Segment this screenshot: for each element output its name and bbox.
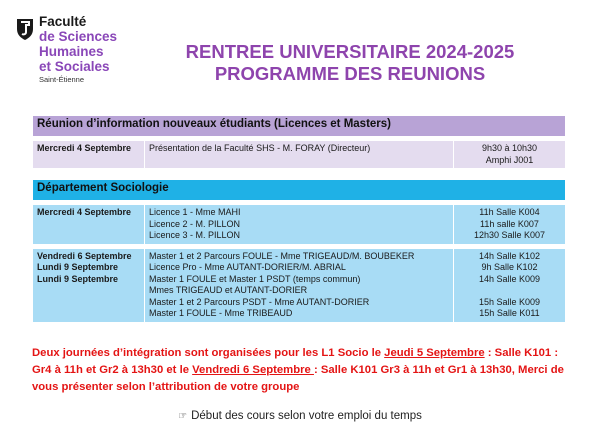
- notice-part-1: Deux journées d’intégration sont organisées pour les L1 Socio le: [32, 347, 385, 359]
- notice-date-2: Vendredi 6 Septembre: [192, 364, 314, 376]
- time-room: 11h Salle K004: [479, 207, 540, 217]
- list-item: Licence 1 - Mme MAHI: [149, 207, 241, 217]
- title-line-2: PROGRAMME DES REUNIONS: [214, 63, 486, 84]
- time-room: 9h Salle K102: [481, 262, 538, 272]
- footer-text: Début des cours selon votre emploi du temps: [191, 410, 422, 422]
- time-room: 12h30 Salle K007: [473, 230, 546, 240]
- faculty-logo: [16, 14, 136, 84]
- general-meeting-header: Réunion d’information nouveaux étudiants (Licences et Masters): [33, 116, 566, 137]
- date-item: Mercredi 4 Septembre: [37, 207, 132, 217]
- time-room: 15h Salle K009: [478, 296, 541, 307]
- group2-items: [145, 248, 454, 322]
- footer-note: [0, 410, 600, 422]
- group2-times: [453, 248, 565, 322]
- notice-date-1: Jeudi 5 Septembre: [384, 347, 485, 359]
- time-room: 14h Salle K102: [478, 250, 541, 261]
- pointing-hand-icon: ☞: [178, 411, 188, 422]
- notice-part-2: : Salle K101 : Gr4 à 11h et Gr2 à 13h30 et le: [32, 347, 559, 376]
- meeting-time: 9h30 à 10h30: [481, 143, 538, 153]
- table-row: [33, 141, 566, 169]
- time-room: [458, 285, 561, 297]
- logo-line-2: de Sciences: [39, 29, 118, 44]
- list-item: Licence 3 - M. PILLON: [149, 230, 241, 240]
- meeting-description: Présentation de la Faculté SHS - M. FORAY (Directeur): [145, 141, 454, 169]
- list-item: Mmes TRIGEAUD et AUTANT-DORIER: [149, 285, 308, 295]
- sociologie-table: [32, 179, 566, 323]
- time-room: 11h salle K007: [480, 218, 539, 229]
- university-emblem-icon: [16, 17, 34, 41]
- time-room: 14h Salle K009: [478, 273, 541, 284]
- list-item: Master 1 FOULE et Master 1 PSDT (temps commun): [149, 273, 361, 284]
- group1-times: [453, 205, 565, 245]
- group1-items: [145, 205, 454, 245]
- table-row: [33, 248, 566, 322]
- page-title: [140, 41, 560, 85]
- integration-notice: [32, 345, 572, 396]
- meeting-room: Amphi J001: [485, 154, 534, 165]
- logo-line-1: Faculté: [39, 14, 87, 29]
- group2-dates: [33, 248, 145, 322]
- logo-line-3: Humaines: [39, 44, 104, 59]
- logo-line-4: et Sociales: [39, 59, 110, 74]
- date-item: Lundi 9 Septembre: [37, 273, 119, 284]
- list-item: Master 1 FOULE - Mme TRIBEAUD: [149, 308, 293, 318]
- group1-dates: [33, 205, 145, 245]
- list-item: Master 1 et 2 Parcours PSDT - Mme AUTANT-DORIER: [149, 296, 370, 307]
- logo-city: Saint-Étienne: [39, 75, 85, 84]
- list-item: Licence 2 - M. PILLON: [149, 218, 241, 229]
- meeting-time-room: [453, 141, 565, 169]
- general-meeting-table: [32, 115, 566, 169]
- date-item: Vendredi 6 Septembre: [37, 250, 132, 261]
- list-item: Master 1 et 2 Parcours FOULE - Mme TRIGEAUD/M. BOUBEKER: [149, 250, 415, 261]
- title-line-1: RENTREE UNIVERSITAIRE 2024-2025: [185, 41, 515, 62]
- sociologie-header: Département Sociologie: [33, 180, 566, 201]
- table-row: [33, 205, 566, 245]
- date-item: Lundi 9 Septembre: [37, 262, 119, 272]
- list-item: Licence Pro - Mme AUTANT-DORIER/M. ABRIAL: [149, 262, 346, 272]
- meeting-date: Mercredi 4 Septembre: [33, 141, 145, 169]
- notice-part-3: : Salle K101 Gr3 à 11h et Gr1 à 13h30, Merci de vous présenter selon l’attribution de votre groupe: [32, 364, 564, 393]
- logo-text: [39, 14, 117, 85]
- time-room: 15h Salle K011: [479, 308, 540, 318]
